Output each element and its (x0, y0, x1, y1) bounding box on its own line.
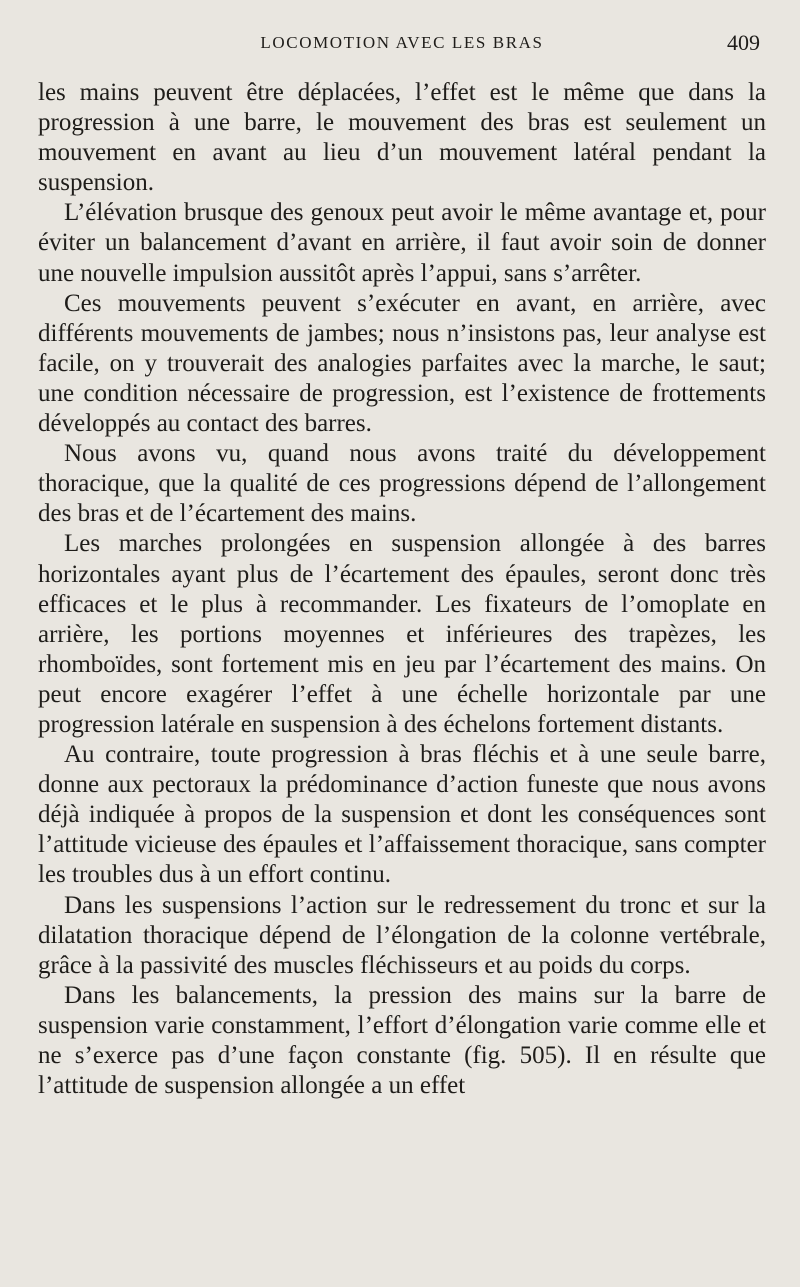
paragraph: Dans les balancements, la pression des mains sur la barre de suspension varie constamment, l’effort d’élongation varie comme elle et ne s’exerce pas d’une façon constante (fig. 505). Il en résulte que l’attitude de suspension allongée a un effet (38, 981, 766, 1100)
running-title: LOCOMOTION AVEC LES BRAS (260, 33, 544, 52)
paragraph: Au contraire, toute progression à bras fléchis et à une seule barre, donne aux pectoraux la prédominance d’action funeste que nous avons déjà indiquée à propos de la suspension et dont les conséquences sont l’attitude vicieuse des épaules et l’affaissement thoracique, sans compter les troubles dus à un effort continu. (38, 741, 766, 889)
paragraph: Les marches prolongées en suspension allongée à des barres horizontales ayant plus de l’écartement des épaules, seront donc très efficaces et le plus à recommander. Les fixateurs de l’omoplate en arrière, les portions moyennes et inférieures des trapèzes, les rhomboïdes, sont fortement mis en jeu par l’écartement des mains. On peut encore exagérer l’effet à une échelle horizontale par une progression latérale en suspension à des échelons fortement distants. (38, 530, 766, 738)
body-text (38, 78, 766, 1101)
paragraph: Nous avons vu, quand nous avons traité du développement thoracique, que la qualité de ces progressions dépend de l’allongement des bras et de l’écartement des mains. (38, 440, 766, 528)
paragraph: Ces mouvements peuvent s’exécuter en avant, en arrière, avec différents mouvements de jambes; nous n’insistons pas, leur analyse est facile, on y trouverait des analogies parfaites avec la marche, le saut; une condition nécessaire de progression, est l’existence de frottements développés au contact des barres. (38, 289, 766, 438)
paragraph: L’élévation brusque des genoux peut avoir le même avantage et, pour éviter un balancement d’avant en arrière, il faut avoir soin de donner une nouvelle impulsion aussitôt après l’appui, sans s’arrêter. (38, 199, 766, 287)
paragraph: Dans les suspensions l’action sur le redressement du tronc et sur la dilatation thoracique dépend de l’élongation de la colonne vertébrale, grâce à la passivité des muscles fléchisseurs et au poids du corps. (38, 891, 766, 979)
running-header (38, 0, 766, 78)
paragraph-continued: les mains peuvent être déplacées, l’effet est le même que dans la progression à une barre, le mouvement des bras est seulement un mouvement en avant au lieu d’un mouvement latéral pendant la suspension. (38, 79, 766, 197)
page-number: 409 (727, 30, 760, 55)
